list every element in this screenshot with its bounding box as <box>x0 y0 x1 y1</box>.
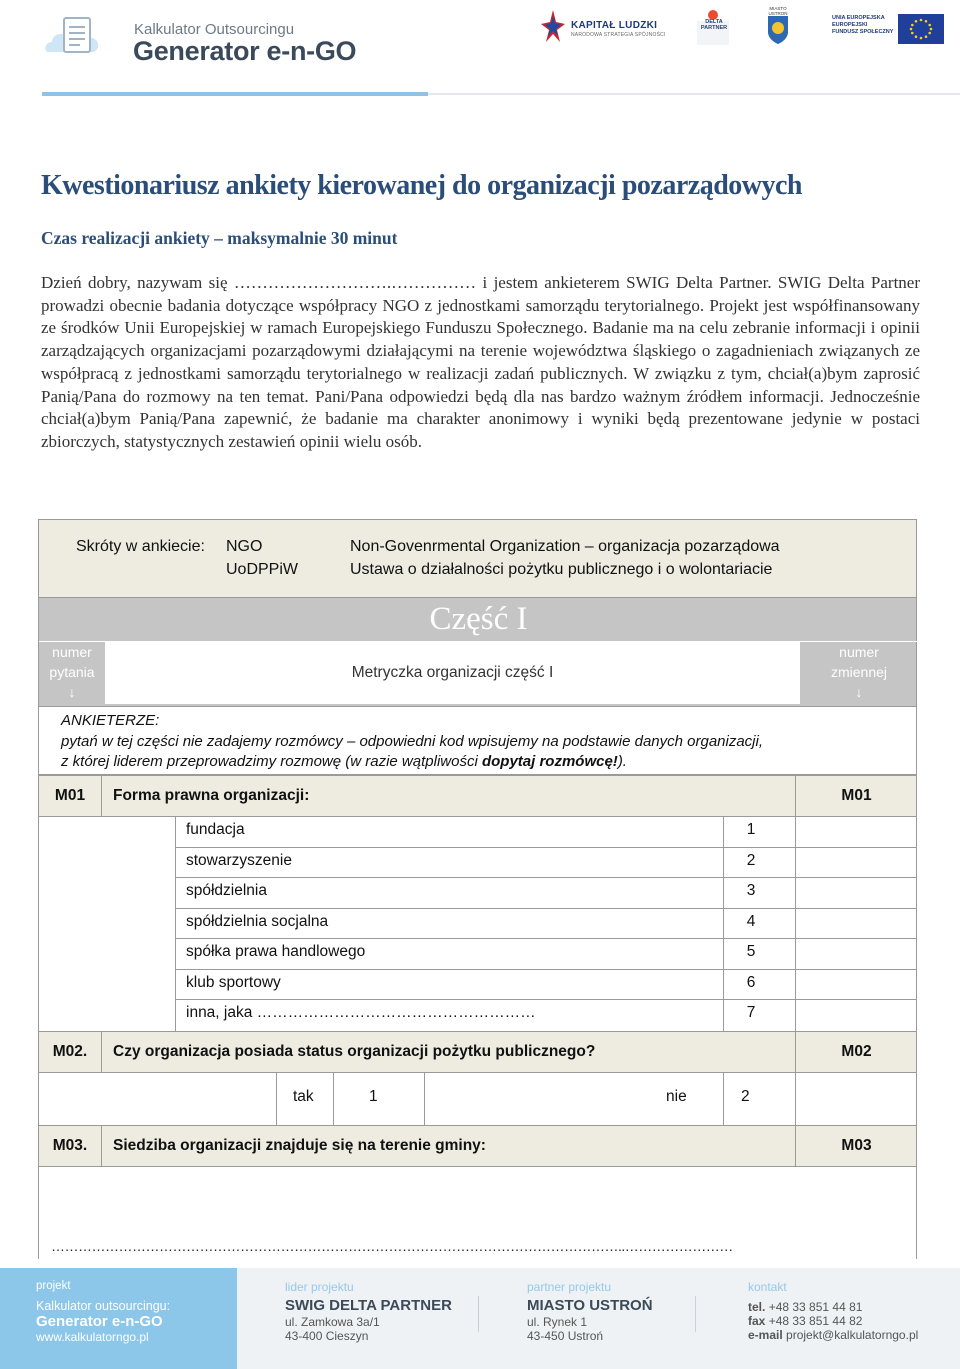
brand-subtitle: Kalkulator Outsourcingu <box>134 21 295 38</box>
page-header <box>0 0 960 98</box>
footer-partner-name: MIASTO USTROŃ <box>527 1297 653 1314</box>
variable-code: M03 <box>795 1126 917 1166</box>
header-divider <box>428 93 960 95</box>
eu-fund-label: UNIA EUROPEJSKA EUROPEJSKI FUNDUSZ SPOŁECZNY <box>832 15 894 35</box>
variable-code: M01 <box>795 776 917 816</box>
note-line: pytań w tej części nie zadajemy rozmówcy – odpowiedni kod wpisujemy na podstawie danych organizacji, <box>61 732 764 750</box>
yes-option-code: 1 <box>369 1088 378 1105</box>
cell-border <box>276 1072 277 1125</box>
option-label: inna, jaka ……………………………………………… <box>186 1004 536 1021</box>
abbreviations-label: Skróty w ankiecie: <box>76 538 205 555</box>
page-title: Kwestionariusz ankiety kierowanej do organizacji pozarządowych <box>41 170 802 201</box>
option-label: klub sportowy <box>186 973 281 991</box>
question-number: M03. <box>39 1126 102 1166</box>
question-number: M02. <box>39 1032 102 1072</box>
abbreviations-box <box>38 519 917 598</box>
footer-fax <box>748 1314 862 1329</box>
m01-options <box>38 817 917 1031</box>
header-accent-line <box>42 92 428 96</box>
footer-heading: projekt <box>36 1280 71 1292</box>
variable-code: M02 <box>795 1032 917 1072</box>
option-code: 6 <box>746 973 756 991</box>
kapital-ludzki-star-icon <box>540 8 566 46</box>
arrow-down-icon: ↓ <box>68 684 76 700</box>
question-text: Czy organizacja posiada status organizacji pożytku publicznego? <box>113 1043 596 1060</box>
question-row <box>38 1031 917 1073</box>
footer-project-url[interactable]: www.kalkulatorngo.pl <box>36 1330 149 1344</box>
contact-label: fax <box>748 1314 766 1328</box>
no-option-label[interactable]: nie <box>666 1088 687 1105</box>
option-code: 1 <box>746 821 756 838</box>
option-label: spółdzielnia socjalna <box>186 912 329 930</box>
note-line <box>61 752 916 773</box>
footer-address: 43-450 Ustroń <box>527 1329 604 1343</box>
option-code: 5 <box>746 943 756 960</box>
abbreviation-value: Ustawa o działalności pożytku publicznego i o wolontariacie <box>350 561 773 578</box>
question-text: Siedziba organizacji znajduje się na terenie gminy: <box>113 1137 486 1154</box>
note-text: z której liderem przeprowadzimy rozmowę (w razie wątpliwości <box>61 753 482 770</box>
footer-phone <box>748 1300 862 1315</box>
part-header <box>38 598 917 706</box>
brand-title: Generator e-n-GO <box>133 36 357 66</box>
part-subtitle: Metryczka organizacji część I <box>351 664 554 681</box>
delta-partner-logo: DELTA PARTNER <box>700 19 728 32</box>
option-label: spółdzielnia <box>186 882 267 899</box>
question-number: M01 <box>39 776 102 816</box>
footer-email <box>748 1328 918 1343</box>
survey-duration-note: Czas realizacji ankiety – maksymalnie 30 minut <box>41 228 398 248</box>
contact-label: tel. <box>748 1300 766 1314</box>
part-subtitle-cell <box>105 642 800 704</box>
option-code: 3 <box>746 882 756 899</box>
contact-value[interactable]: projekt@kalkulatorngo.pl <box>786 1328 919 1342</box>
option-row[interactable] <box>175 878 917 909</box>
option-code: 7 <box>746 1004 756 1021</box>
footer-lider-name: SWIG DELTA PARTNER <box>285 1297 452 1314</box>
footer-project-name: Generator e-n-GO <box>36 1313 163 1330</box>
option-label: fundacja <box>186 821 245 838</box>
option-row[interactable] <box>175 970 917 1001</box>
footer-heading: lider projektu <box>285 1280 354 1294</box>
option-row[interactable] <box>175 848 917 879</box>
option-label: stowarzyszenie <box>186 851 292 869</box>
option-code: 2 <box>746 851 756 869</box>
intro-paragraph: Dzień dobry, nazywam się ……………………….…………… i jestem ankieterem SWIG Delta Partner. SWIG Delta Partner prowadzi obecnie badania dotyczące współpracy NGO z jednostkami samorządu terytorialnego. Projekt jest współfinansowany ze środków Unii Europejskiej w ramach Europejskiego Funduszu Społecznego. Badanie ma na celu zebranie informacji i opinii zarządzających organizacjami pozarządowymi działającymi na terenie województwa śląskiego o zagadnieniach związanych ze współpracą z jednostkami samorządu terytorialnego w realizacji zadań publicznych. W związku z tym, chciał(a)bym zaprosić Panią/Pana do rozmowy na ten temat. Pani/Pana odpowiedzi będą dla nas bardzo ważnym źródłem informacji. Jednocześnie chciał(a)bym Panią/Pana zapewnić, że badanie ma charakter anonimowy i wyniki będą prezentowane jedynie w postaci zbiorczych, statystycznych zestawień opinii wielu osób. <box>41 273 920 451</box>
footer-heading: partner projektu <box>527 1280 612 1294</box>
kapital-ludzki-subtitle: NARODOWA STRATEGIA SPÓJNOŚCI <box>571 32 666 38</box>
cell-border <box>723 1072 724 1125</box>
document-logo-icon <box>42 14 106 74</box>
column-label-line: pytania <box>49 664 95 680</box>
footer-address: ul. Zamkowa 3a/1 <box>285 1315 380 1329</box>
eu-flag-icon <box>898 14 944 44</box>
column-label-line: numer <box>839 644 879 660</box>
option-code: 4 <box>746 912 756 930</box>
abbreviation-key: UoDPPiW <box>226 561 299 578</box>
footer-separator <box>695 1296 696 1332</box>
ustron-logo-text: MIASTO USTROŃ <box>768 6 788 16</box>
footer-address: 43-400 Cieszyn <box>285 1329 369 1343</box>
footer-project-line: Kalkulator outsourcingu: <box>36 1299 171 1313</box>
option-label: spółka prawa handlowego <box>186 943 366 960</box>
kapital-ludzki-logo: KAPITAŁ LUDZKI <box>571 20 658 31</box>
note-heading: ANKIETERZE: <box>61 712 160 729</box>
variable-number-column-label <box>800 642 918 702</box>
contact-label: e-mail <box>748 1328 783 1342</box>
column-label-line: zmiennej <box>830 664 888 680</box>
cell-border <box>795 1072 796 1125</box>
footer-project-panel <box>0 1268 237 1369</box>
footer-separator <box>478 1296 479 1332</box>
cell-border <box>424 1072 425 1125</box>
question-row <box>38 1125 917 1167</box>
arrow-down-icon: ↓ <box>855 684 863 700</box>
cell-border <box>333 1072 334 1125</box>
note-text: ). <box>617 753 627 770</box>
page-footer <box>0 1268 960 1369</box>
m02-options <box>38 1072 917 1125</box>
interviewer-note <box>38 706 917 775</box>
yes-option-label[interactable]: tak <box>293 1088 314 1105</box>
answer-fill-line: ………………………………………………………………………………………………………………..…………………… <box>51 1238 733 1254</box>
m03-answer-area[interactable] <box>38 1166 917 1259</box>
part-title: Część I <box>429 601 528 637</box>
question-number-column-label <box>39 642 105 702</box>
question-row <box>38 775 917 817</box>
abbreviation-key: NGO <box>226 538 263 555</box>
question-text: Forma prawna organizacji: <box>113 787 310 804</box>
contact-value: +48 33 851 44 81 <box>768 1300 863 1314</box>
option-row[interactable] <box>175 939 917 970</box>
abbreviation-value: Non-Govenrmental Organization – organizacja pozarządowa <box>350 538 780 555</box>
contact-value: +48 33 851 44 82 <box>768 1314 863 1328</box>
footer-address: ul. Rynek 1 <box>527 1315 588 1329</box>
column-label-line: numer <box>52 644 92 660</box>
note-emphasis: dopytaj rozmówcę! <box>481 753 618 770</box>
footer-heading: kontakt <box>748 1280 787 1294</box>
option-row[interactable] <box>175 909 917 940</box>
no-option-code: 2 <box>741 1088 750 1105</box>
option-row[interactable] <box>175 817 917 848</box>
option-row[interactable] <box>175 1000 917 1031</box>
